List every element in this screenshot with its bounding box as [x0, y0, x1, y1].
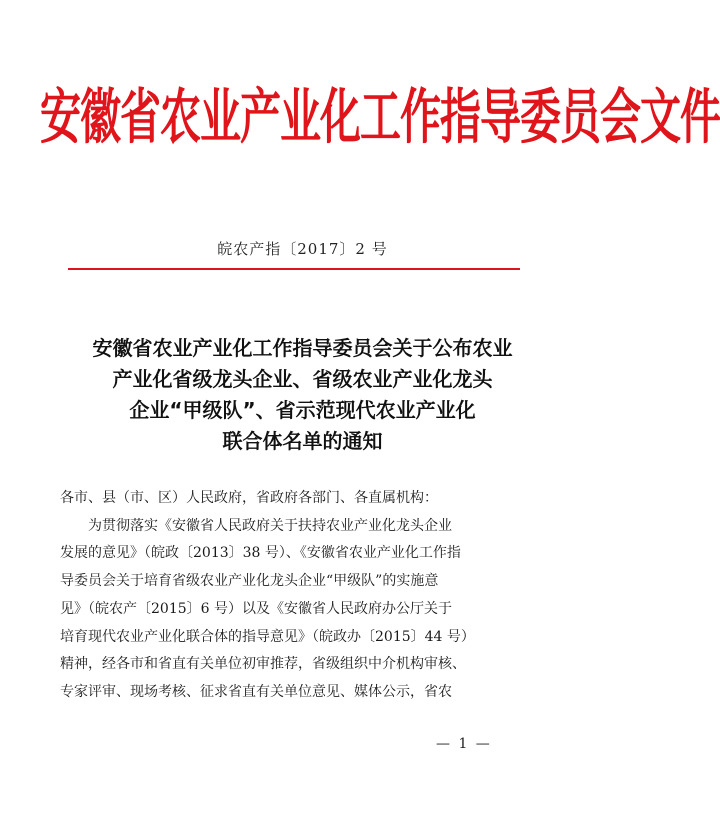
body-line: 精神，经各市和省直有关单位初审推荐，省级组织中介机构审核、	[60, 656, 466, 673]
notice-body	[60, 485, 545, 707]
salutation: 各市、县（市、区）人民政府，省政府各部门、各直属机构：	[60, 490, 438, 506]
title-line: 企业“甲级队”、省示范现代农业产业化	[129, 398, 476, 422]
title-line: 安徽省农业产业化工作指导委员会关于公布农业	[92, 336, 513, 360]
document-masthead: 安徽省农业产业化工作指导委员会文件	[40, 82, 720, 152]
body-line: 见》（皖农产〔2015〕6 号）以及《安徽省人民政府办公厅关于	[60, 600, 452, 617]
red-divider-line	[68, 268, 520, 270]
body-line: 为贯彻落实《安徽省人民政府关于扶持农业产业化龙头企业	[88, 517, 452, 534]
body-line: 发展的意见》（皖政〔2013〕38 号）、《安徽省农业产业化工作指	[60, 545, 461, 562]
notice-title	[40, 333, 565, 457]
body-line: 专家评审、现场考核、征求省直有关单位意见、媒体公示，省农	[60, 683, 452, 700]
title-line: 联合体名单的通知	[222, 429, 383, 453]
body-line: 导委员会关于培育省级农业产业化龙头企业“甲级队”的实施意	[60, 573, 439, 590]
page-number: — 1 —	[436, 736, 492, 752]
title-line: 产业化省级龙头企业、省级农业产业化龙头	[112, 367, 493, 391]
body-line: 培育现代农业产业化联合体的指导意见》（皖政办〔2015〕44 号）	[60, 628, 475, 645]
document-number: 皖农产指〔2017〕2 号	[217, 240, 388, 258]
